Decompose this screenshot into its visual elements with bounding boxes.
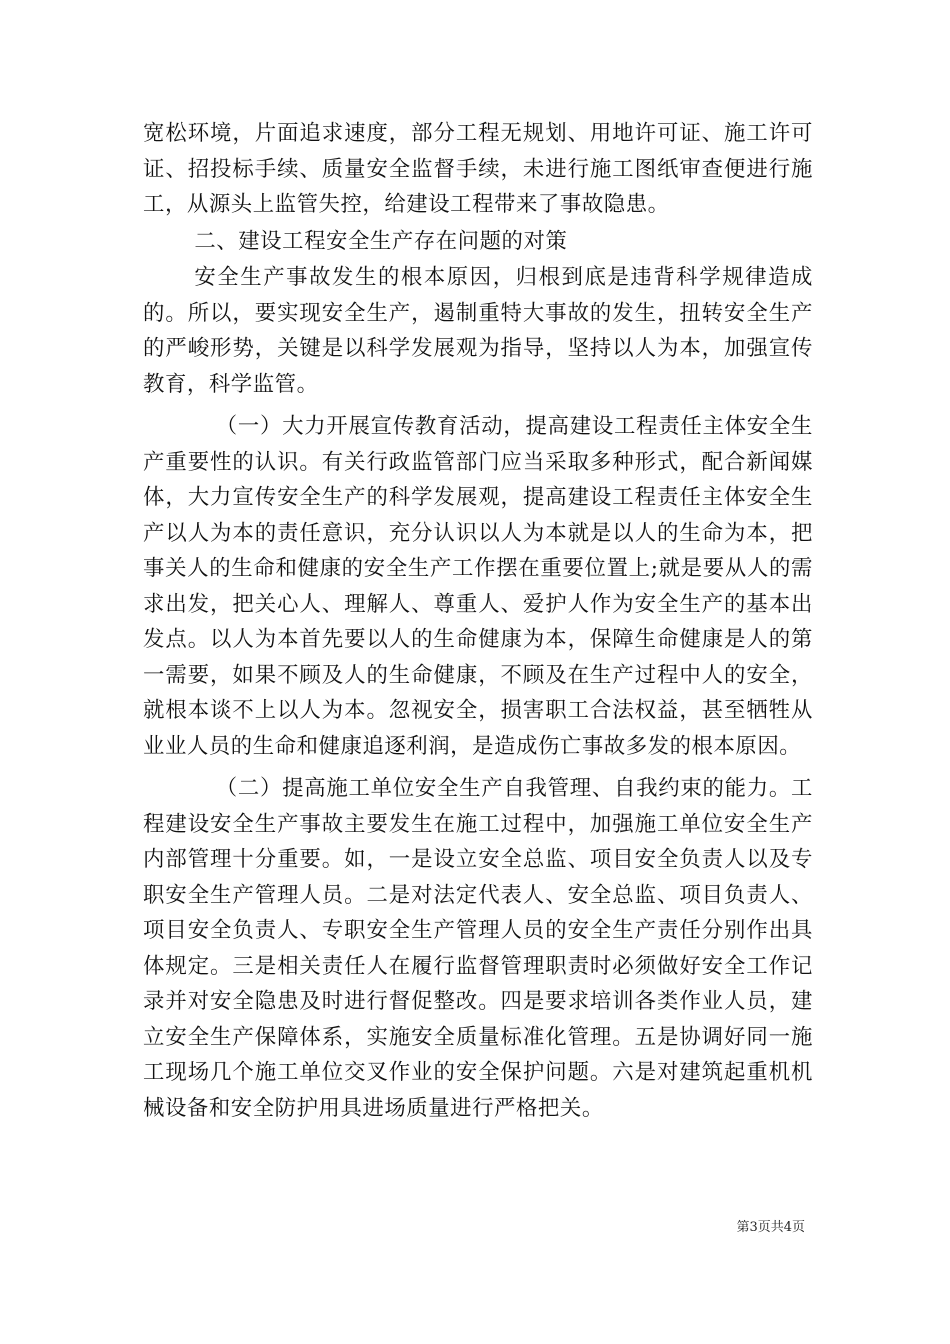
section-heading: 二、建设工程安全生产存在问题的对策 xyxy=(194,228,568,254)
document-body xyxy=(143,116,813,1126)
page-number: 第3页共4页 xyxy=(736,1220,805,1235)
paragraph-point-2: （二）提高施工单位安全生产自我管理、自我约束的能力。工程建设安全生产事故主要发生在施工过程中，加强施工单位安全生产内部管理十分重要。如，一是设立安全总监、项目安全负责人以及专职安全生产管理人员。二是对法定代表人、安全总监、项目负责人、项目安全负责人、专职安全生产管理人员的安全生产责任分别作出具体规定。三是相关责任人在履行监督管理职责时必须做好安全工作记录并对安全隐患及时进行督促整改。四是要求培训各类作业人员，建立安全生产保障体系，实施安全质量标准化管理。五是协调好同一施工现场几个施工单位交叉作业的安全保护问题。六是对建筑起重机机械设备和安全防护用具进场质量进行严格把关。 xyxy=(143,776,813,1121)
paragraph-intro: 安全生产事故发生的根本原因，归根到底是违背科学规律造成的。所以，要实现安全生产，遏制重特大事故的发生，扭转安全生产的严峻形势，关键是以科学发展观为指导，坚持以人为本，加强宣传教育，科学监管。 xyxy=(143,265,813,397)
paragraph-continuation: 宽松环境，片面追求速度，部分工程无规划、用地许可证、施工许可证、招投标手续、质量安全监督手续，未进行施工图纸审查便进行施工，从源头上监管失控，给建设工程带来了事故隐患。 xyxy=(143,121,813,217)
paragraph-point-1: （一）大力开展宣传教育活动，提高建设工程责任主体安全生产重要性的认识。有关行政监管部门应当采取多种形式，配合新闻媒体，大力宣传安全生产的科学发展观，提高建设工程责任主体安全生产以人为本的责任意识，充分认识以人为本就是以人的生命为本，把事关人的生命和健康的安全生产工作摆在重要位置上;就是要从人的需求出发，把关心人、理解人、尊重人、爱护人作为安全生产的基本出发点。以人为本首先要以人的生命健康为本，保障生命健康是人的第一需要，如果不顾及人的生命健康，不顾及在生产过程中人的安全，就根本谈不上以人为本。忽视安全，损害职工合法权益，甚至牺牲从业业人员的生命和健康追逐利润，是造成伤亡事故多发的根本原因。 xyxy=(143,414,813,759)
